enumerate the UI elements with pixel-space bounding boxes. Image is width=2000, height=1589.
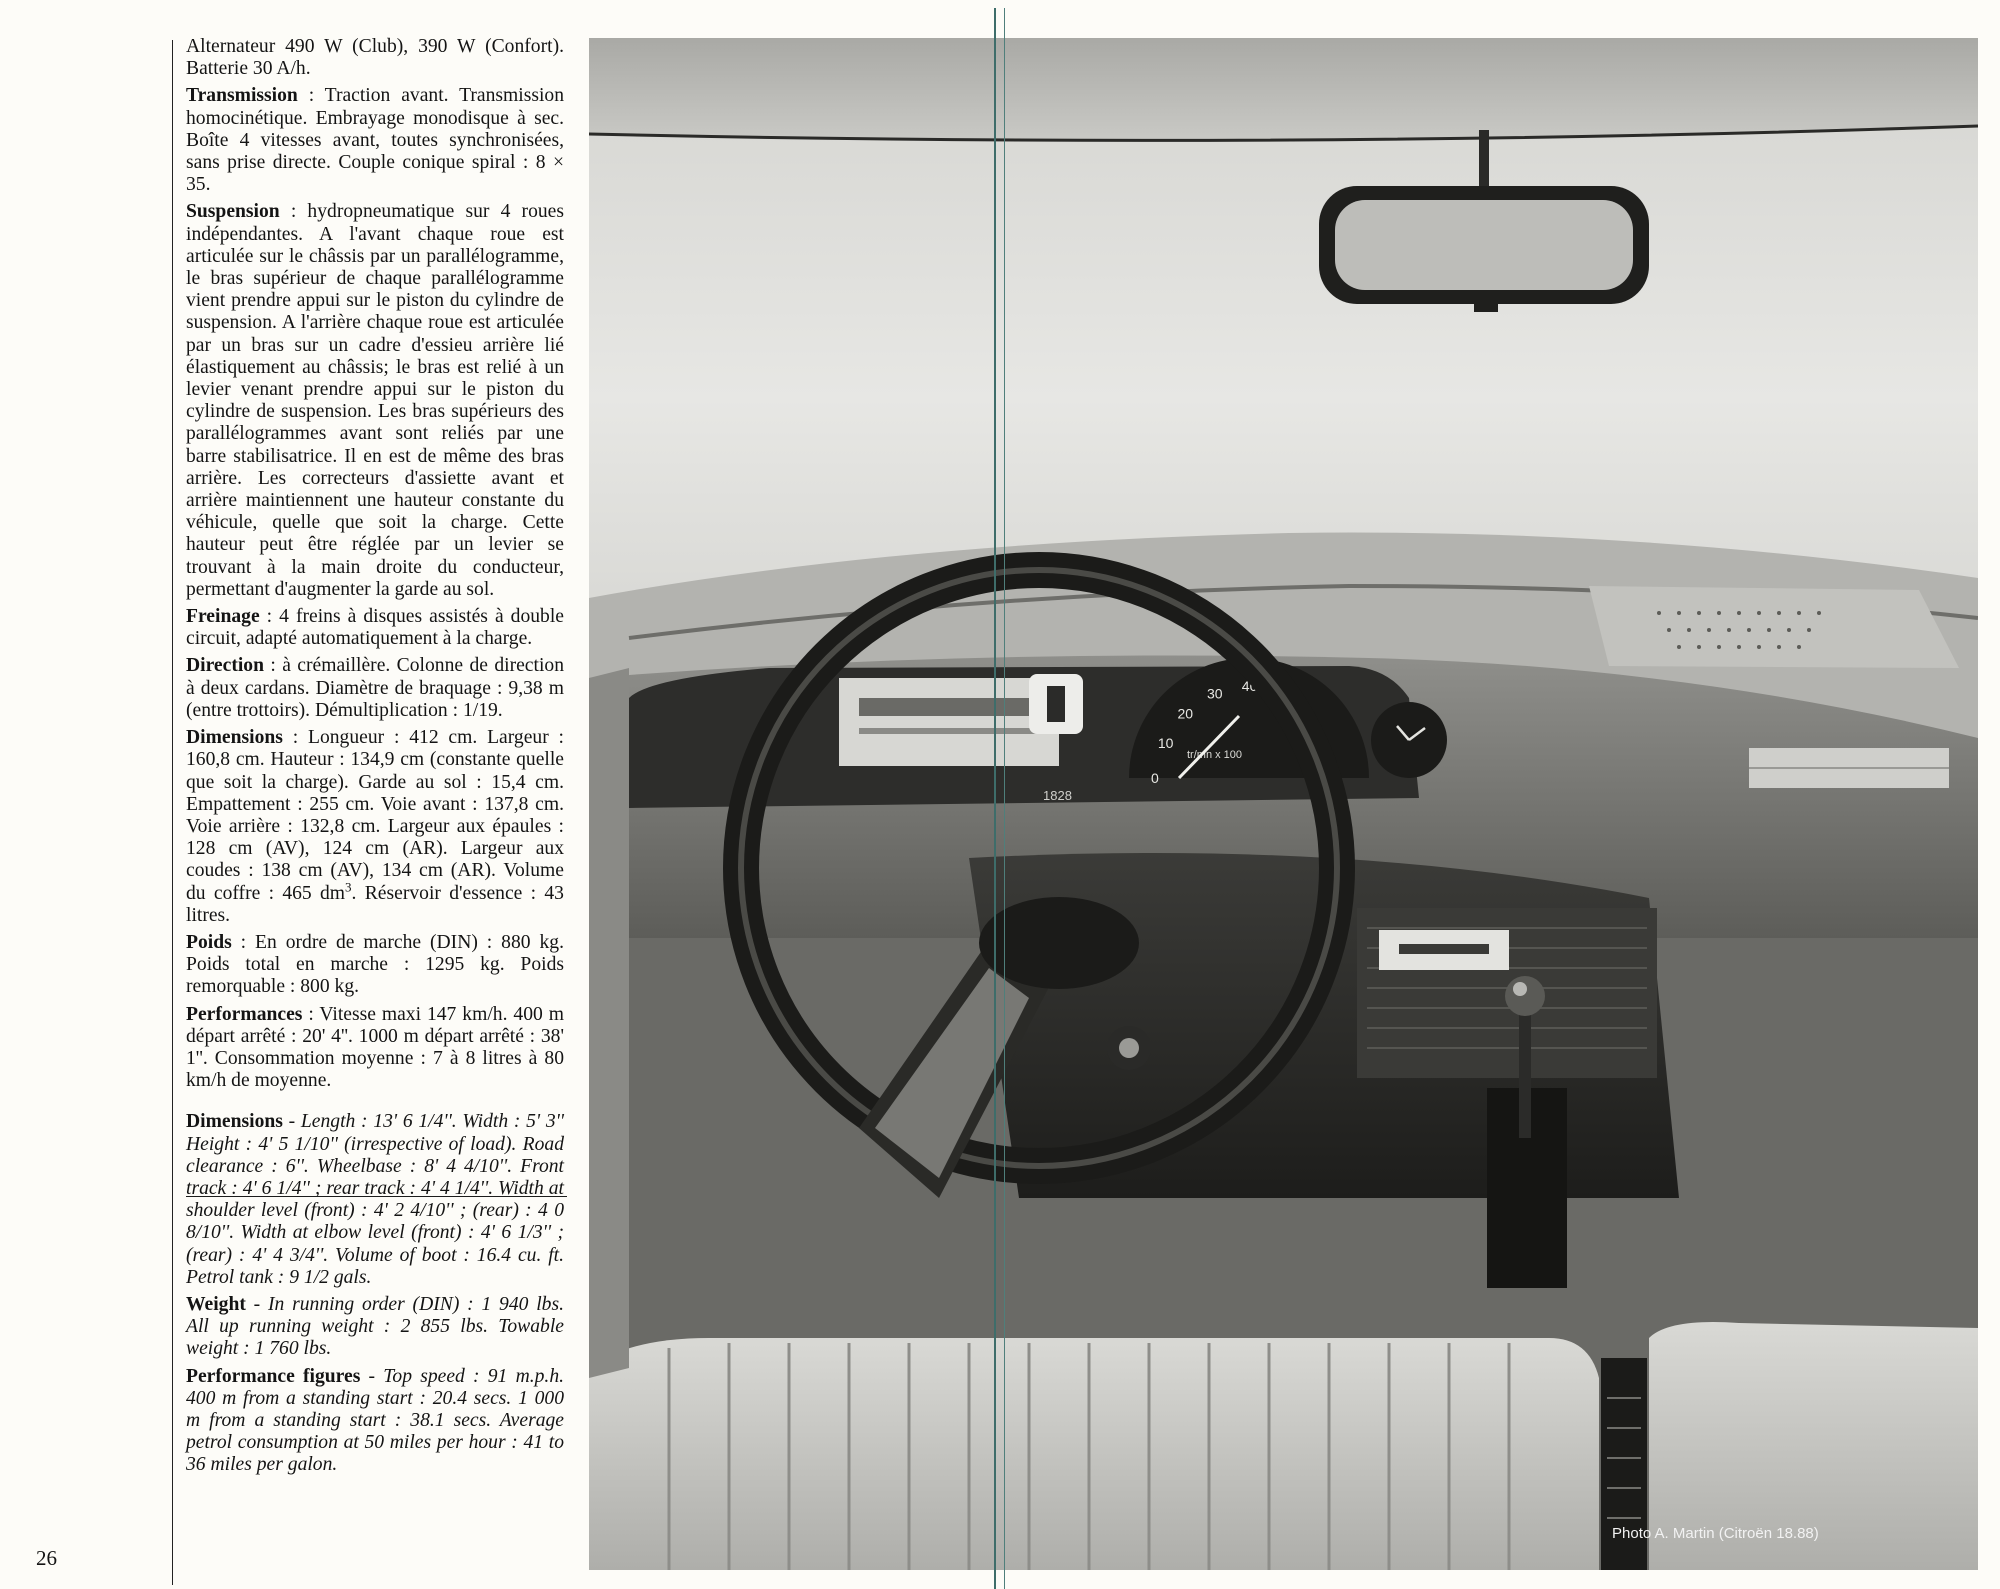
roof-lining xyxy=(589,38,1978,140)
photo-credit: Photo A. Martin (Citroën 18.88) xyxy=(1612,1525,1819,1542)
spec-body: : Longueur : 412 cm. Largeur : 160,8 cm. Hauteur : 134,9 cm (constante quelle que soit la charge). Garde au sol : 15,4 cm. Empattement : 255 cm. Voie avant : 137,8 cm. Voie arrière : 132,8 cm. Largeur aux épaules : 128 cm (AV), 124 cm (AR). Largeur aux coudes : 138 cm (AV), 134 cm (AR). Volume du coffre : 465 dm xyxy=(186,727,564,904)
spec-heading: Direction xyxy=(186,655,264,677)
spec-paragraph xyxy=(186,1366,564,1477)
speaker-grille xyxy=(1589,586,1959,668)
spec-heading: Dimensions xyxy=(186,727,283,749)
gauge-tick-label: 50 xyxy=(1276,684,1293,701)
spec-body: Alternateur 490 W (Club), 390 W (Confort). Batterie 30 A/h. xyxy=(186,36,564,80)
gear-knob xyxy=(1505,976,1545,1016)
binding-gutter-line xyxy=(994,8,996,1589)
spec-heading: Freinage xyxy=(186,606,260,628)
spec-paragraph xyxy=(186,606,564,650)
gauge-tick-label: 20 xyxy=(1177,705,1194,722)
page-number-left: 26 xyxy=(36,1546,57,1570)
left-door-panel xyxy=(589,668,629,1378)
spec-heading: Dimensions xyxy=(186,1111,283,1133)
spec-heading: Weight xyxy=(186,1293,246,1315)
superscript: 3 xyxy=(345,878,352,894)
gauge-tick-label: 40 xyxy=(1241,678,1258,694)
dashboard-illustration xyxy=(589,38,1978,1570)
dashboard-photo xyxy=(589,38,1978,1570)
spec-paragraph xyxy=(186,655,564,722)
spec-body: : hydropneumatique sur 4 roues indépendantes. A l'avant chaque roue est articulée sur le châssis par un parallélogramme, le bras supérieur de chaque parallélogramme vient prendre appui sur le piston du cylindre de suspension. A l'arrière chaque roue est articulée par un bras sur un cadre d'essieu arrière lié élastiquement au châssis; le bras est relié à un levier venant prendre appui sur le piston du cylindre de suspension. Les bras supérieurs des parallélogrammes avant sont reliés par une barre stabilisatrice. Il en est de même des bras arrière. Les correcteurs d'assiette avant et arrière maintiennent une hauteur constante du véhicule, quelle que soit la charge. Cette hauteur peut être réglée par un levier se trouvant à la main droite du conducteur, permettant d'augmenter la garde au sol. xyxy=(186,201,564,600)
spec-paragraph xyxy=(186,1111,564,1289)
warning-lights-panel xyxy=(839,678,1059,766)
spec-paragraph xyxy=(186,201,564,601)
spec-paragraph xyxy=(186,727,564,927)
gauge-tick-label: 0 xyxy=(1151,770,1159,786)
spec-body: - Length : 13' 6 1/4''. Width : 5' 3'' Height : 4' 5 1/10'' (irrespective of load). Road clearance : 6''. Wheelbase : 8' 4 4/10''. Front track : 4' 6 1/4'' ; rear track : 4' 4 1/4''. Width at shoulder level (front) : 4' 2 4/10'' ; (rear) : 4 0 8/10''. Width at elbow level (front) : 4' 6 1/3'' ; (rear) : 4' 4 3/4''. Volume of boot : 16.4 cu. ft. Petrol tank : 9 1/2 gals. xyxy=(186,1111,564,1288)
spec-paragraph xyxy=(186,85,564,196)
spec-text-column xyxy=(186,36,564,1482)
spec-paragraph xyxy=(186,1004,564,1093)
gauge-tick-label: 10 xyxy=(1157,735,1174,752)
binding-gutter-line-2 xyxy=(1004,8,1005,1589)
spec-body: : Traction avant. Transmission homocinétique. Embrayage monodisque à sec. Boîte 4 vitesses avant, toutes synchronisées, sans prise directe. Couple conique spiral : 8 × 35. xyxy=(186,85,564,196)
spec-heading: Performance figures xyxy=(186,1365,361,1387)
column-rule xyxy=(172,40,173,1585)
spec-heading: Performances xyxy=(186,1003,303,1025)
language-separator xyxy=(186,1196,567,1197)
spec-paragraph xyxy=(186,932,564,999)
spec-body: : 4 freins à disques assistés à double circuit, adapté automatiquement à la charge. xyxy=(186,606,564,650)
steering-hub xyxy=(979,897,1139,989)
spec-heading: Transmission xyxy=(186,85,298,107)
spec-body: - In running order (DIN) : 1 940 lbs. All up running weight : 2 855 lbs. Towable weight : 1 760 lbs. xyxy=(186,1293,564,1360)
spec-heading: Poids xyxy=(186,931,232,953)
french-specs xyxy=(186,36,564,1092)
spec-body: - Top speed : 91 m.p.h. 400 m from a standing start : 20.4 secs. 1 000 m from a standing start : 38.1 secs. Average petrol consumption at 50 miles per hour : 41 to 36 miles per galon. xyxy=(186,1365,565,1476)
spec-paragraph xyxy=(186,1294,564,1361)
spec-body: : En ordre de marche (DIN) : 880 kg. Poids total en marche : 1295 kg. Poids remorquable : 800 kg. xyxy=(186,931,564,998)
spec-paragraph xyxy=(186,36,564,80)
gear-lever xyxy=(1519,998,1531,1138)
odometer-reading: 1828 xyxy=(1043,788,1072,803)
english-specs xyxy=(186,1111,564,1476)
spec-body-continued: . Réservoir d'essence : 43 litres. xyxy=(186,882,564,926)
rev-counter-unit: tr/mn x 100 xyxy=(1187,749,1243,761)
gauge-tick-label: 30 xyxy=(1207,685,1223,702)
spec-body: : à crémaillère. Colonne de direction à deux cardans. Diamètre de braquage : 9,38 m (entre trottoirs). Démultiplication : 1/19. xyxy=(186,655,564,721)
spec-heading: Suspension xyxy=(186,201,280,223)
spec-body: : Vitesse maxi 147 km/h. 400 m départ arrêté : 20' 4''. 1000 m départ arrêté : 38' 1''. Consommation moyenne : 7 à 8 litres à 80 km/h de moyenne. xyxy=(186,1003,564,1092)
